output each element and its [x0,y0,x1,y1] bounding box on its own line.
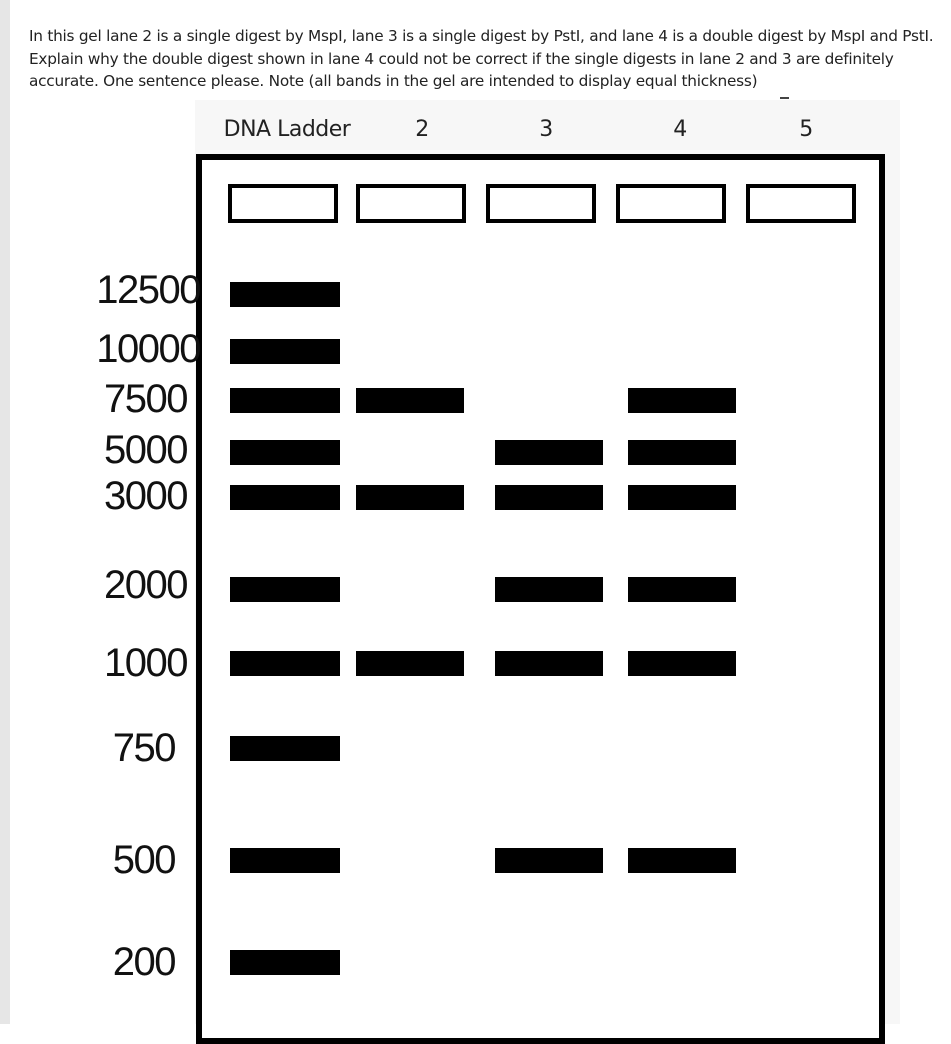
band-lane-1-7500 [230,388,340,413]
well-lane-3 [486,184,596,223]
band-lane-1-750 [230,736,340,761]
question-line-3: accurate. One sentence please. Note (all bands in the gel are intended to display equal thickness) [29,72,758,90]
band-lane-4-1000 [628,651,736,676]
size-label-3000: 3000 [104,474,187,518]
well-lane-1 [228,184,338,223]
size-label-2000: 2000 [104,563,187,607]
band-lane-4-7500 [628,388,736,413]
size-label-7500: 7500 [104,377,187,421]
band-lane-1-2000 [230,577,340,602]
band-lane-3-3000 [495,485,603,510]
question-line-2: Explain why the double digest shown in lane 4 could not be correct if the single digests in lane 2 and 3 are definitely [29,49,894,68]
band-lane-3-2000 [495,577,603,602]
band-lane-1-3000 [230,485,340,510]
band-lane-4-3000 [628,485,736,510]
band-lane-4-2000 [628,577,736,602]
size-label-12500: 12500 [96,268,200,312]
question-text [29,25,951,93]
size-label-5000: 5000 [104,428,187,472]
question-line-1: In this gel lane 2 is a single digest by MspI, lane 3 is a single digest by PstI, and lane 4 is a double digest by MspI and PstI. [29,27,934,45]
page-left-edge [0,0,10,1024]
well-lane-5 [746,184,856,223]
lane-label-3: 3 [539,117,553,142]
band-lane-2-3000 [356,485,464,510]
lane-label-2: 2 [415,117,429,142]
band-lane-1-1000 [230,651,340,676]
size-label-500: 500 [112,838,175,882]
lane-label-1: DNA Ladder [223,117,351,142]
band-lane-3-500 [495,848,603,873]
band-lane-2-7500 [356,388,464,413]
size-label-750: 750 [112,726,175,770]
band-lane-1-200 [230,950,340,975]
band-lane-1-12500 [230,282,340,307]
band-lane-3-5000 [495,440,603,465]
well-lane-4 [616,184,726,223]
stray-mark [780,97,789,99]
size-label-10000: 10000 [96,327,200,371]
well-lane-2 [356,184,466,223]
size-label-1000: 1000 [104,641,187,685]
lane-label-4: 4 [673,117,687,142]
band-lane-4-5000 [628,440,736,465]
band-lane-3-1000 [495,651,603,676]
band-lane-2-1000 [356,651,464,676]
size-label-200: 200 [112,940,175,984]
band-lane-1-500 [230,848,340,873]
band-lane-4-500 [628,848,736,873]
band-lane-1-10000 [230,339,340,364]
lane-label-5: 5 [799,117,813,142]
band-lane-1-5000 [230,440,340,465]
